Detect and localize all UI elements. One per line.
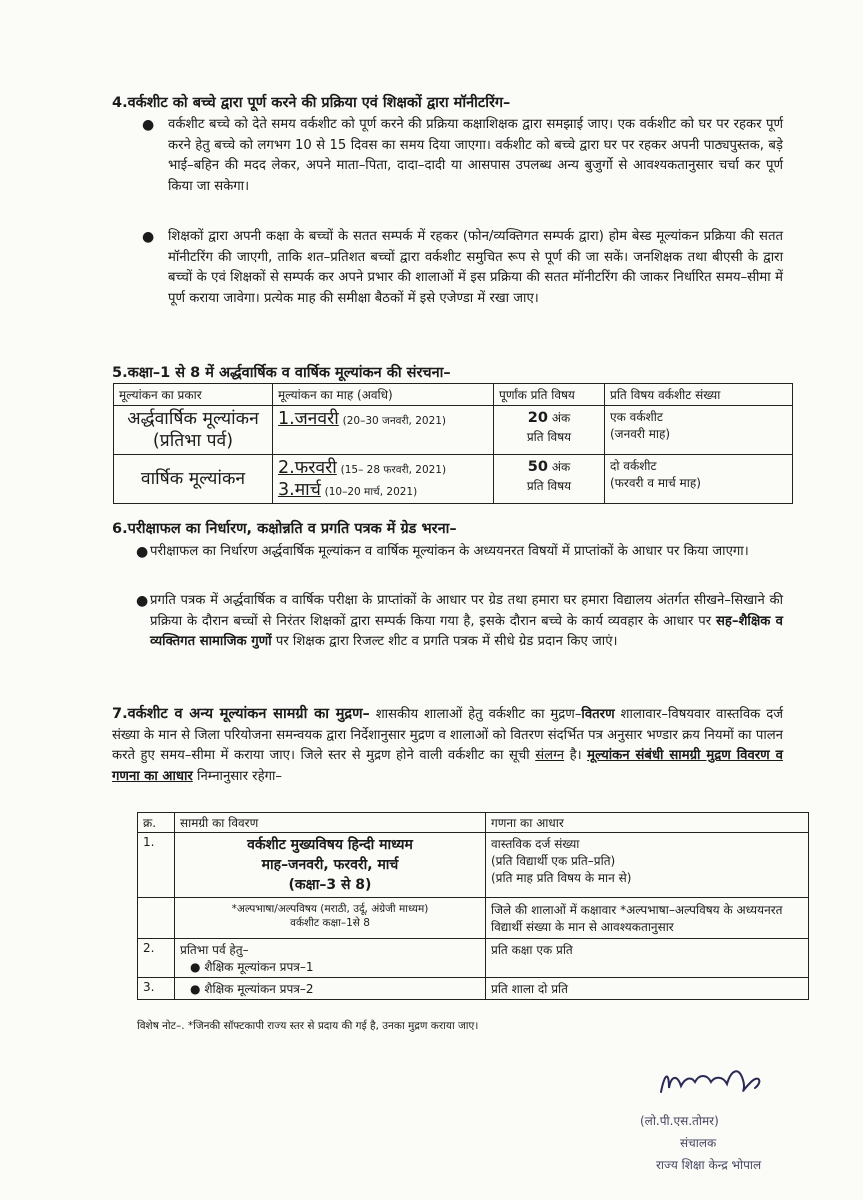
month-cell xyxy=(273,406,494,455)
col-header: क्र. xyxy=(138,813,175,833)
section-4-bullet-1 xyxy=(142,115,783,197)
col-header: मूल्यांकन का माह (अवधि) xyxy=(273,384,494,406)
table-row xyxy=(114,406,793,455)
month-label: 3.मार्च xyxy=(278,480,321,500)
basis-line: (प्रति विद्यार्थी एक प्रति–प्रति) xyxy=(491,854,616,868)
section-4-title: 4.वर्कशीट को बच्चे द्वारा पूर्ण करने की प्रक्रिया एवं शिक्षकों द्वारा मॉनीटरिंग– xyxy=(112,95,511,111)
table-row xyxy=(138,833,809,898)
row-number-empty xyxy=(138,898,175,939)
marks-value: 50 xyxy=(527,459,548,475)
signatory-name: (लो.पी.एस.तोमर) xyxy=(640,1114,719,1128)
marks-value: 20 xyxy=(527,410,548,426)
basis-cell: प्रति शाला दो प्रति xyxy=(486,978,809,1000)
material-item: शैक्षिक मूल्यांकन प्रपत्र–2 xyxy=(204,982,314,996)
worksheet-month: (फरवरी व मार्च माह) xyxy=(610,476,701,490)
material-cell xyxy=(175,939,486,978)
material-class: वर्कशीट कक्षा–1से 8 xyxy=(290,917,370,929)
table-row xyxy=(138,898,809,939)
bullet-icon: ● xyxy=(190,960,201,974)
signature-icon xyxy=(655,1052,775,1102)
bullet-icon: ● xyxy=(136,593,149,609)
material-title: प्रतिभा पर्व हेतु– xyxy=(180,943,249,957)
material-cell xyxy=(175,833,486,898)
type-cell xyxy=(114,455,273,504)
worksheet-count: दो वर्कशीट xyxy=(610,459,657,473)
marks-cell xyxy=(494,455,605,504)
month-range: (20–30 जनवरी, 2021) xyxy=(342,415,447,427)
section-6-title: 6.परीक्षाफल का निर्धारण, कक्षोन्नति व प्रगति पत्रक में ग्रेड भरना– xyxy=(112,521,457,537)
bullet-icon: ● xyxy=(142,229,155,245)
section-7-paragraph xyxy=(112,704,783,787)
bullet-icon: ● xyxy=(190,982,201,996)
section-7-bold: वितरण xyxy=(581,707,615,722)
material-cell xyxy=(175,978,486,1000)
evaluation-structure-table xyxy=(113,383,793,504)
section-7-title: 7.वर्कशीट व अन्य मूल्यांकन सामग्री का मुद्रण– xyxy=(112,706,370,722)
basis-cell xyxy=(486,833,809,898)
worksheet-cell xyxy=(605,455,793,504)
basis-cell: जिले की शालाओं में कक्षावार *अल्पभाषा–अल्पविषय के अध्ययनरत विद्यार्थी संख्या के मान से आवश्यकतानुसार xyxy=(486,898,809,939)
worksheet-count: एक वर्कशीट xyxy=(610,410,663,424)
row-number: 3. xyxy=(138,978,175,1000)
printing-material-table xyxy=(137,812,809,1000)
basis-line: (प्रति माह प्रति विषय के मान से) xyxy=(491,871,632,885)
section-7-text: है। xyxy=(569,748,582,763)
row-number: 2. xyxy=(138,939,175,978)
section-6-bullet-2-text-end: पर शिक्षक द्वारा रिजल्ट शीट व प्रगति पत्रक में सीधे ग्रेड प्रदान किए जाएं। xyxy=(275,634,618,649)
type-cell xyxy=(114,406,273,455)
month-range: (15– 28 फरवरी, 2021) xyxy=(340,464,447,476)
section-6-bullet-1 xyxy=(136,542,783,563)
bullet-icon: ● xyxy=(136,544,149,560)
month-range: (10–20 मार्च, 2021) xyxy=(324,486,418,498)
col-header: सामग्री का विवरण xyxy=(175,813,486,833)
section-7-text: शासकीय शालाओं हेतु वर्कशीट का मुद्रण– xyxy=(375,707,582,722)
section-6-bullet-1-text: परीक्षाफल का निर्धारण अर्द्धवार्षिक मूल्यांकन व वार्षिक मूल्यांकन के अध्ययनरत विषयों में प्राप्तांकों के आधार पर किया जाएगा। xyxy=(150,544,749,559)
attachment-link-text: संलग्न xyxy=(535,748,565,763)
section-5-title: 5.कक्षा–1 से 8 में अर्द्धवार्षिक व वार्षिक मूल्यांकन की संरचना– xyxy=(112,365,451,381)
table-row xyxy=(114,455,793,504)
table-row xyxy=(138,939,809,978)
signatory-designation: संचालक xyxy=(680,1136,717,1150)
col-header: पूर्णांक प्रति विषय xyxy=(494,384,605,406)
marks-cell xyxy=(494,406,605,455)
section-7-text: शालावार–विषयवार वास्तविक दर्ज संख्या के मान से जिला परियोजना समन्वयक द्वारा निर्देशानुसार मुद्रण व शालाओं को वितरण संदर्भित पत्र अनुसार भण्डार क्रय नियमों का पालन करते हुए समय–सीमा में कराया जाए। जिले स्तर से मुद्रण होने वाली वर्कशीट का सूची xyxy=(112,707,783,763)
row-number: 1. xyxy=(138,833,175,898)
marks-sublabel: प्रति विषय xyxy=(526,430,572,444)
basis-line: वास्तविक दर्ज संख्या xyxy=(491,837,580,851)
material-title: वर्कशीट मुख्यविषय हिन्दी माध्यम xyxy=(247,837,413,853)
marks-sublabel: प्रति विषय xyxy=(526,479,572,493)
table-row xyxy=(138,978,809,1000)
marks-unit: अंक xyxy=(551,460,571,474)
section-4-bullet-1-text: वर्कशीट बच्चे को देते समय वर्कशीट को पूर्ण करने की प्रक्रिया कक्षाशिक्षक द्वारा समझाई जाए। एक वर्कशीट को घर पर रहकर पूर्ण करने हेतु बच्चे को लगभग 10 से 15 दिवस का समय दिया जाएगा। वर्कशीट को बच्चे द्वारा घर पर रहकर अपनी पाठ्यपुस्तक, बड़े भाई–बहिन की मदद लेकर, अपने माता–पिता, दादा–दादी या आसपास उपलब्ध अन्य बुजुर्गो से आवश्यकतानुसार चर्चा कर पूर्ण किया जा सकेगा। xyxy=(168,117,783,194)
signatory-office: राज्य शिक्षा केन्द्र भोपाल xyxy=(656,1158,762,1172)
material-cell xyxy=(175,898,486,939)
month-label: 2.फरवरी xyxy=(278,458,337,478)
section-7-text: निम्नानुसार रहेगा– xyxy=(197,768,283,784)
material-months: माह–जनवरी, फरवरी, मार्च xyxy=(261,857,399,873)
section-6-bullet-2 xyxy=(136,591,783,653)
col-header: मूल्यांकन का प्रकार xyxy=(114,384,273,406)
basis-cell: प्रति कक्षा एक प्रति xyxy=(486,939,809,978)
material-item: शैक्षिक मूल्यांकन प्रपत्र–1 xyxy=(204,960,314,974)
type-label: वार्षिक मूल्यांकन xyxy=(140,469,246,489)
section-4-bullet-2-text: शिक्षकों द्वारा अपनी कक्षा के बच्चों के सतत सम्पर्क में रहकर (फोन/व्यक्तिगत सम्पर्क द्वारा) होम बेस्ड मूल्यांकन प्रक्रिया की सतत मॉनीटरिंग की जाएगी, ताकि शत–प्रतिशत बच्चों द्वारा वर्कशीट समुचित रूप से पूर्ण की जा सकें। जनशिक्षक तथा बीएसी के द्वारा बच्चों के एवं शिक्षकों से सम्पर्क कर अपने प्रभार की शालाओं में इस प्रक्रिया की सतत मॉनीटरिंग की जाकर निर्धारित समय–सीमा में पूर्ण कराया जावेगा। प्रत्येक माह की समीक्षा बैठकों में इसे एजेण्डा में रखा जाए। xyxy=(168,229,783,306)
month-cell xyxy=(273,455,494,504)
section-7-bold: मूल्यांकन संबंधी सामग्री मुद्रण विवरण व गणना का आधार xyxy=(112,748,783,784)
special-note: विशेष नोट–. *जिनकी सॉफ्टकापी राज्य स्तर से प्रदाय की गई है, उनका मुद्रण कराया जाए। xyxy=(137,1020,479,1032)
section-6-bullet-2-bold: सह–शैक्षिक व व्यक्तिगत सामाजिक गुणों xyxy=(150,613,783,649)
section-6-bullet-2-text: प्रगति पत्रक में अर्द्धवार्षिक व वार्षिक परीक्षा के प्राप्तांकों के आधार पर ग्रेड तथा हमारा घर हमारा विद्यालय अंतर्गत सीखने–सिखाने की प्रक्रिया के दौरान बच्चों से निरंतर शिक्षकों द्वारा सम्पर्क किया गया है, इसके दौरान बच्चे के कार्य व्यवहार के आधार पर xyxy=(150,593,783,629)
worksheet-month: (जनवरी माह) xyxy=(610,427,671,441)
col-header: गणना का आधार xyxy=(486,813,809,833)
col-header: प्रति विषय वर्कशीट संख्या xyxy=(605,384,793,406)
section-4-bullet-2 xyxy=(142,227,783,309)
worksheet-cell xyxy=(605,406,793,455)
type-label: अर्द्धवार्षिक मूल्यांकन xyxy=(127,409,259,429)
month-label: 1.जनवरी xyxy=(278,409,339,429)
type-sublabel: (प्रतिभा पर्व) xyxy=(152,431,234,451)
bullet-icon: ● xyxy=(142,117,155,133)
marks-unit: अंक xyxy=(551,411,571,425)
material-class: (कक्षा–3 से 8) xyxy=(288,877,372,893)
material-title: *अल्पभाषा/अल्पविषय (मराठी, उर्दू, अंग्रेजी माध्यम) xyxy=(231,903,429,915)
